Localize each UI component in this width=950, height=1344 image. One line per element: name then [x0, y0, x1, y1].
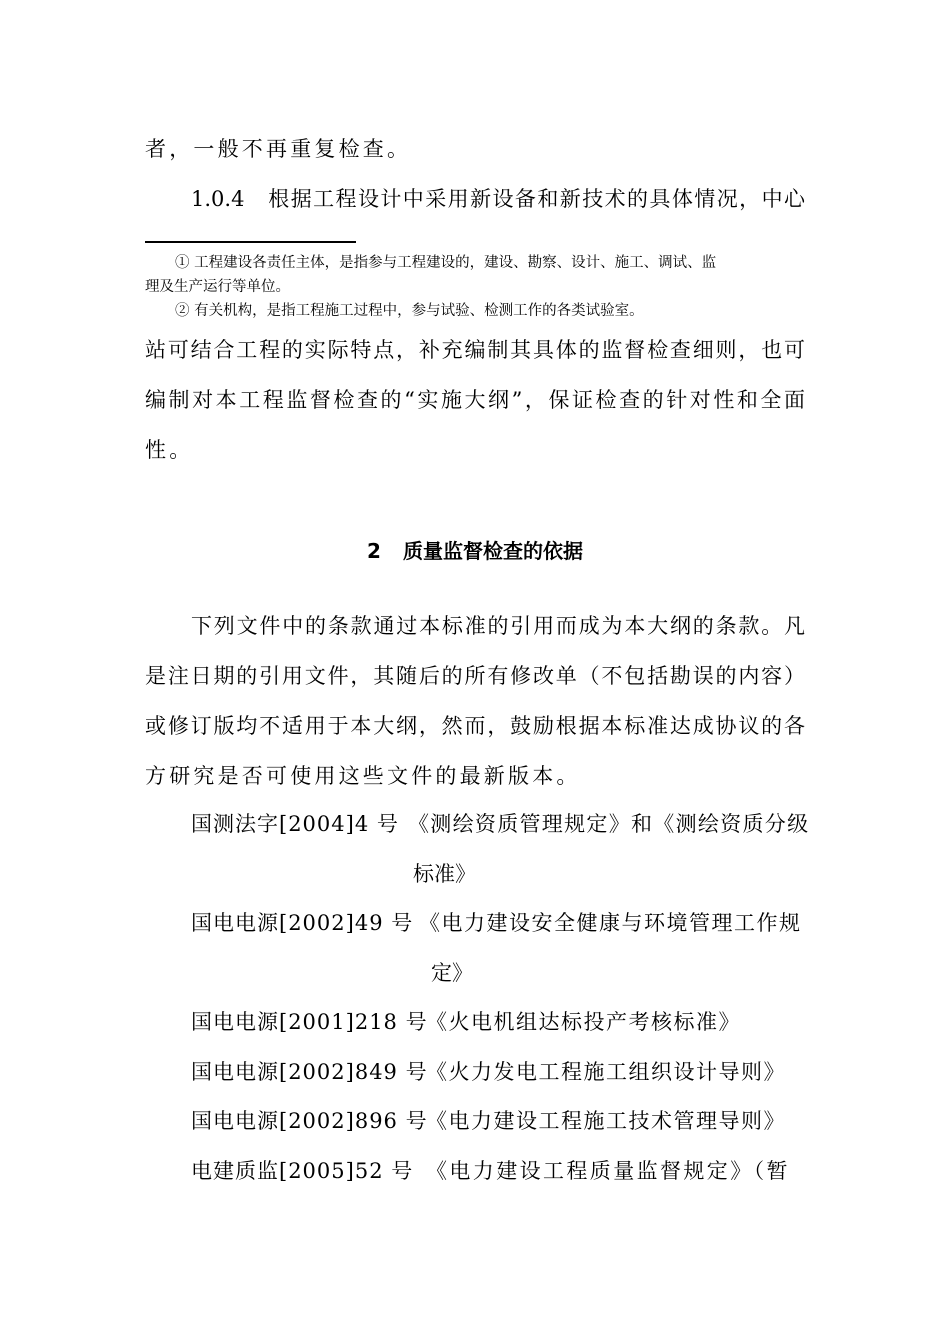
reference-title: 《测绘资质管理规定》和《测绘资质分级 — [408, 812, 810, 836]
paragraph-line: 站可结合工程的实际特点，补充编制其具体的监督检查细则，也可 — [145, 338, 805, 362]
reference-code: 国电电源[2001]218 号 — [191, 1010, 428, 1034]
reference-title: 《电力建设安全健康与环境管理工作规 — [419, 911, 802, 935]
intro-line: 下列文件中的条款通过本标准的引用而成为本大纲的条款。凡 — [191, 614, 805, 638]
reference-code: 国测法字[2004]4 号 — [191, 812, 399, 836]
paragraph-line: 者，一般不再重复检查。 — [145, 137, 412, 161]
footnote-1-continued: 理及生产运行等单位。 — [145, 279, 290, 295]
reference-code: 电建质监[2005]52 号 — [191, 1159, 414, 1183]
reference-title: 《火力发电工程施工组织设计导则》 — [426, 1060, 786, 1084]
paragraph-line: 1.0.4 根据工程设计中采用新设备和新技术的具体情况，中心 — [191, 187, 805, 211]
intro-line: 方研究是否可使用这些文件的最新版本。 — [145, 764, 581, 788]
intro-line: 是注日期的引用文件，其随后的所有修改单（不包括勘误的内容） — [145, 664, 805, 688]
footnote-separator — [145, 241, 356, 243]
reference-code: 国电电源[2002]49 号 — [191, 911, 414, 935]
reference-code: 国电电源[2002]849 号 — [191, 1060, 428, 1084]
footnote-2: ② 有关机构，是指工程施工过程中，参与试验、检测工作的各类试验室。 — [175, 303, 644, 319]
footnote-1: ① 工程建设各责任主体，是指参与工程建设的，建设、勘察、设计、施工、调试、监 — [175, 255, 717, 271]
reference-title-continued: 定》 — [431, 961, 473, 985]
section-title: 质量监督检查的依据 — [402, 539, 583, 563]
reference-title: 《电力建设工程施工技术管理导则》 — [426, 1109, 786, 1133]
paragraph-line: 性。 — [145, 438, 194, 462]
reference-title-continued: 标准》 — [413, 862, 476, 886]
reference-code: 国电电源[2002]896 号 — [191, 1109, 428, 1133]
intro-line: 或修订版均不适用于本大纲，然而，鼓励根据本标准达成协议的各 — [145, 714, 805, 738]
reference-title: 《电力建设工程质量监督规定》（暂 — [426, 1159, 790, 1183]
paragraph-line: 编制对本工程监督检查的“实施大纲”，保证检查的针对性和全面 — [145, 388, 805, 412]
reference-title: 《火电机组达标投产考核标准》 — [426, 1010, 741, 1034]
section-number: 2 — [367, 539, 381, 563]
section-heading — [0, 536, 950, 566]
